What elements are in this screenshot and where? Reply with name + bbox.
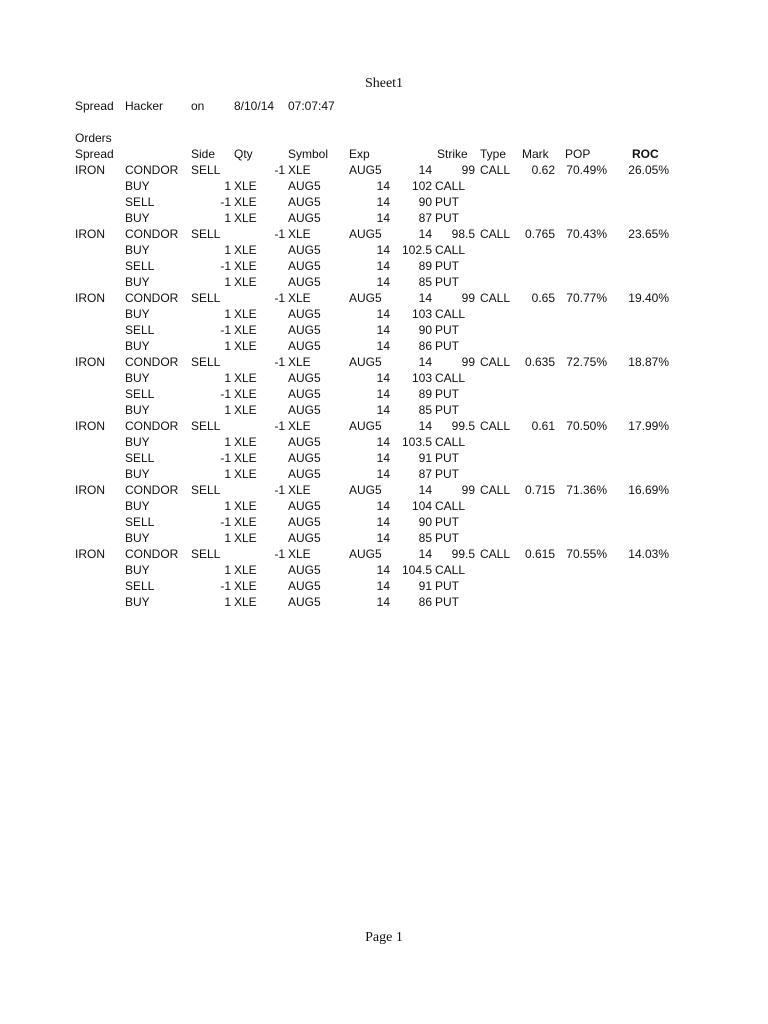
- leg-strike-cell: 89: [418, 387, 432, 401]
- col-header-type: Type: [480, 147, 507, 161]
- roc-cell: 17.99%: [628, 419, 669, 433]
- app-word-spread: Spread: [75, 99, 114, 113]
- leg-symbol-cell: XLE: [234, 259, 257, 273]
- col-header-side: Side: [191, 147, 216, 161]
- leg-qty-cell: -1: [220, 579, 231, 593]
- leg-symbol-cell: XLE: [234, 195, 257, 209]
- leg-qty-cell: 1: [224, 179, 231, 193]
- leg-side-cell: SELL: [125, 323, 155, 337]
- qty-cell: -1: [274, 227, 285, 241]
- leg-qty-cell: 1: [224, 403, 231, 417]
- leg-strike-cell: 90: [418, 195, 432, 209]
- leg-strike-cell: 104.5: [401, 563, 432, 577]
- leg-exp-cell: AUG5: [288, 275, 321, 289]
- strike-cell: 99: [461, 355, 475, 369]
- exp-cell: AUG5: [349, 419, 382, 433]
- leg-exp-day-cell: 14: [376, 515, 390, 529]
- mark-cell: 0.61: [531, 419, 555, 433]
- col-header-strike: Strike: [437, 147, 468, 161]
- side-cell: SELL: [191, 291, 221, 305]
- leg-exp-cell: AUG5: [288, 451, 321, 465]
- leg-side-cell: BUY: [125, 339, 150, 353]
- leg-exp-day-cell: 14: [376, 179, 390, 193]
- leg-exp-cell: AUG5: [288, 467, 321, 481]
- roc-cell: 23.65%: [628, 227, 669, 241]
- spread-name-cell: CONDOR: [125, 483, 179, 497]
- leg-type-cell: PUT: [435, 595, 459, 609]
- leg-type-cell: PUT: [435, 211, 459, 225]
- roc-cell: 14.03%: [628, 547, 669, 561]
- side-cell: SELL: [191, 163, 221, 177]
- exp-day-cell: 14: [418, 227, 432, 241]
- leg-strike-cell: 103.5: [401, 435, 432, 449]
- leg-side-cell: BUY: [125, 211, 150, 225]
- qty-cell: -1: [274, 163, 285, 177]
- leg-side-cell: SELL: [125, 387, 155, 401]
- leg-side-cell: BUY: [125, 563, 150, 577]
- leg-exp-cell: AUG5: [288, 211, 321, 225]
- leg-exp-day-cell: 14: [376, 323, 390, 337]
- leg-type-cell: CALL: [435, 243, 466, 257]
- leg-qty-cell: 1: [224, 307, 231, 321]
- leg-type-cell: CALL: [435, 435, 466, 449]
- leg-exp-cell: AUG5: [288, 243, 321, 257]
- spread-name-cell: CONDOR: [125, 355, 179, 369]
- strike-cell: 98.5: [451, 227, 475, 241]
- mark-cell: 0.715: [524, 483, 555, 497]
- mark-cell: 0.62: [531, 163, 555, 177]
- col-header-spread: Spread: [75, 147, 114, 161]
- col-header-pop: POP: [565, 147, 591, 161]
- leg-side-cell: BUY: [125, 531, 150, 545]
- leg-exp-cell: AUG5: [288, 531, 321, 545]
- spread-type-cell: IRON: [75, 547, 105, 561]
- leg-side-cell: BUY: [125, 435, 150, 449]
- leg-strike-cell: 86: [418, 339, 432, 353]
- leg-exp-day-cell: 14: [376, 467, 390, 481]
- leg-side-cell: BUY: [125, 307, 150, 321]
- spread-type-cell: IRON: [75, 355, 105, 369]
- type-cell: CALL: [480, 163, 511, 177]
- spread-name-cell: CONDOR: [125, 227, 179, 241]
- spread-name-cell: CONDOR: [125, 419, 179, 433]
- pop-cell: 71.36%: [566, 483, 607, 497]
- leg-qty-cell: 1: [224, 275, 231, 289]
- leg-qty-cell: -1: [220, 451, 231, 465]
- symbol-cell: XLE: [288, 291, 311, 305]
- symbol-cell: XLE: [288, 419, 311, 433]
- leg-side-cell: BUY: [125, 371, 150, 385]
- spread-type-cell: IRON: [75, 483, 105, 497]
- leg-type-cell: PUT: [435, 515, 459, 529]
- qty-cell: -1: [274, 547, 285, 561]
- leg-exp-day-cell: 14: [376, 243, 390, 257]
- leg-strike-cell: 104: [411, 499, 432, 513]
- leg-side-cell: SELL: [125, 259, 155, 273]
- leg-type-cell: PUT: [435, 259, 459, 273]
- leg-strike-cell: 85: [418, 531, 432, 545]
- leg-strike-cell: 90: [418, 323, 432, 337]
- leg-qty-cell: 1: [224, 531, 231, 545]
- leg-side-cell: SELL: [125, 451, 155, 465]
- side-cell: SELL: [191, 483, 221, 497]
- qty-cell: -1: [274, 355, 285, 369]
- leg-strike-cell: 91: [418, 579, 432, 593]
- symbol-cell: XLE: [288, 163, 311, 177]
- leg-exp-day-cell: 14: [376, 387, 390, 401]
- spread-name-cell: CONDOR: [125, 547, 179, 561]
- leg-qty-cell: 1: [224, 435, 231, 449]
- leg-symbol-cell: XLE: [234, 211, 257, 225]
- leg-type-cell: CALL: [435, 499, 466, 513]
- leg-symbol-cell: XLE: [234, 563, 257, 577]
- leg-strike-cell: 91: [418, 451, 432, 465]
- leg-exp-day-cell: 14: [376, 435, 390, 449]
- leg-strike-cell: 102.5: [401, 243, 432, 257]
- leg-side-cell: BUY: [125, 467, 150, 481]
- mark-cell: 0.65: [531, 291, 555, 305]
- leg-strike-cell: 102: [411, 179, 432, 193]
- leg-side-cell: SELL: [125, 515, 155, 529]
- leg-exp-day-cell: 14: [376, 563, 390, 577]
- leg-symbol-cell: XLE: [234, 339, 257, 353]
- exp-cell: AUG5: [349, 291, 382, 305]
- leg-exp-cell: AUG5: [288, 323, 321, 337]
- header-on: on: [191, 99, 205, 113]
- leg-qty-cell: 1: [224, 339, 231, 353]
- pop-cell: 70.77%: [566, 291, 607, 305]
- header-date: 8/10/14: [234, 99, 275, 113]
- exp-day-cell: 14: [418, 355, 432, 369]
- leg-strike-cell: 89: [418, 259, 432, 273]
- leg-qty-cell: 1: [224, 371, 231, 385]
- leg-side-cell: SELL: [125, 579, 155, 593]
- leg-exp-day-cell: 14: [376, 307, 390, 321]
- leg-symbol-cell: XLE: [234, 323, 257, 337]
- type-cell: CALL: [480, 547, 511, 561]
- leg-strike-cell: 86: [418, 595, 432, 609]
- leg-exp-cell: AUG5: [288, 259, 321, 273]
- leg-symbol-cell: XLE: [234, 371, 257, 385]
- leg-exp-cell: AUG5: [288, 307, 321, 321]
- sheet-title: Sheet1: [364, 76, 404, 91]
- leg-symbol-cell: XLE: [234, 531, 257, 545]
- leg-qty-cell: -1: [220, 195, 231, 209]
- leg-qty-cell: 1: [224, 211, 231, 225]
- pop-cell: 72.75%: [566, 355, 607, 369]
- type-cell: CALL: [480, 227, 511, 241]
- spread-type-cell: IRON: [75, 163, 105, 177]
- leg-side-cell: BUY: [125, 595, 150, 609]
- spread-type-cell: IRON: [75, 291, 105, 305]
- strike-cell: 99: [461, 483, 475, 497]
- roc-cell: 19.40%: [628, 291, 669, 305]
- leg-exp-cell: AUG5: [288, 563, 321, 577]
- header-time: 07:07:47: [288, 99, 335, 113]
- leg-type-cell: CALL: [435, 179, 466, 193]
- app-word-hacker: Hacker: [125, 99, 164, 113]
- leg-side-cell: BUY: [125, 499, 150, 513]
- type-cell: CALL: [480, 291, 511, 305]
- leg-type-cell: PUT: [435, 339, 459, 353]
- leg-exp-day-cell: 14: [376, 195, 390, 209]
- col-header-qty: Qty: [234, 147, 253, 161]
- leg-strike-cell: 103: [411, 307, 432, 321]
- pop-cell: 70.43%: [566, 227, 607, 241]
- leg-strike-cell: 87: [418, 467, 432, 481]
- spread-name-cell: CONDOR: [125, 291, 179, 305]
- leg-exp-cell: AUG5: [288, 515, 321, 529]
- leg-type-cell: PUT: [435, 387, 459, 401]
- roc-cell: 26.05%: [628, 163, 669, 177]
- exp-day-cell: 14: [418, 547, 432, 561]
- leg-exp-day-cell: 14: [376, 499, 390, 513]
- side-cell: SELL: [191, 419, 221, 433]
- exp-day-cell: 14: [418, 419, 432, 433]
- leg-exp-cell: AUG5: [288, 371, 321, 385]
- mark-cell: 0.635: [524, 355, 555, 369]
- leg-exp-day-cell: 14: [376, 259, 390, 273]
- leg-exp-cell: AUG5: [288, 579, 321, 593]
- strike-cell: 99: [461, 291, 475, 305]
- leg-type-cell: PUT: [435, 579, 459, 593]
- leg-symbol-cell: XLE: [234, 515, 257, 529]
- leg-symbol-cell: XLE: [234, 595, 257, 609]
- leg-symbol-cell: XLE: [234, 579, 257, 593]
- type-cell: CALL: [480, 483, 511, 497]
- leg-side-cell: BUY: [125, 275, 150, 289]
- leg-strike-cell: 90: [418, 515, 432, 529]
- leg-symbol-cell: XLE: [234, 243, 257, 257]
- exp-day-cell: 14: [418, 163, 432, 177]
- leg-type-cell: PUT: [435, 275, 459, 289]
- symbol-cell: XLE: [288, 227, 311, 241]
- leg-symbol-cell: XLE: [234, 467, 257, 481]
- exp-cell: AUG5: [349, 547, 382, 561]
- col-header-symbol: Symbol: [288, 147, 329, 161]
- exp-cell: AUG5: [349, 163, 382, 177]
- leg-exp-day-cell: 14: [376, 531, 390, 545]
- exp-day-cell: 14: [418, 291, 432, 305]
- leg-exp-cell: AUG5: [288, 595, 321, 609]
- leg-qty-cell: 1: [224, 595, 231, 609]
- qty-cell: -1: [274, 483, 285, 497]
- symbol-cell: XLE: [288, 483, 311, 497]
- side-cell: SELL: [191, 355, 221, 369]
- leg-strike-cell: 85: [418, 275, 432, 289]
- leg-type-cell: PUT: [435, 451, 459, 465]
- leg-side-cell: BUY: [125, 403, 150, 417]
- leg-type-cell: PUT: [435, 323, 459, 337]
- pop-cell: 70.50%: [566, 419, 607, 433]
- leg-qty-cell: 1: [224, 467, 231, 481]
- leg-symbol-cell: XLE: [234, 387, 257, 401]
- leg-qty-cell: -1: [220, 387, 231, 401]
- type-cell: CALL: [480, 355, 511, 369]
- qty-cell: -1: [274, 291, 285, 305]
- exp-cell: AUG5: [349, 227, 382, 241]
- leg-exp-day-cell: 14: [376, 595, 390, 609]
- leg-type-cell: PUT: [435, 195, 459, 209]
- type-cell: CALL: [480, 419, 511, 433]
- leg-type-cell: CALL: [435, 307, 466, 321]
- leg-exp-cell: AUG5: [288, 403, 321, 417]
- leg-qty-cell: -1: [220, 323, 231, 337]
- leg-exp-cell: AUG5: [288, 195, 321, 209]
- leg-symbol-cell: XLE: [234, 403, 257, 417]
- leg-qty-cell: 1: [224, 243, 231, 257]
- leg-type-cell: PUT: [435, 467, 459, 481]
- leg-exp-day-cell: 14: [376, 211, 390, 225]
- symbol-cell: XLE: [288, 547, 311, 561]
- strike-cell: 99: [461, 163, 475, 177]
- col-header-exp: Exp: [349, 147, 370, 161]
- mark-cell: 0.765: [524, 227, 555, 241]
- leg-symbol-cell: XLE: [234, 435, 257, 449]
- mark-cell: 0.615: [524, 547, 555, 561]
- leg-type-cell: CALL: [435, 563, 466, 577]
- leg-type-cell: CALL: [435, 371, 466, 385]
- pop-cell: 70.55%: [566, 547, 607, 561]
- roc-cell: 18.87%: [628, 355, 669, 369]
- leg-type-cell: PUT: [435, 531, 459, 545]
- leg-exp-cell: AUG5: [288, 499, 321, 513]
- leg-exp-day-cell: 14: [376, 579, 390, 593]
- leg-exp-cell: AUG5: [288, 339, 321, 353]
- leg-symbol-cell: XLE: [234, 451, 257, 465]
- leg-exp-cell: AUG5: [288, 435, 321, 449]
- symbol-cell: XLE: [288, 355, 311, 369]
- leg-side-cell: SELL: [125, 195, 155, 209]
- leg-qty-cell: -1: [220, 515, 231, 529]
- strike-cell: 99.5: [451, 419, 475, 433]
- strike-cell: 99.5: [451, 547, 475, 561]
- leg-qty-cell: 1: [224, 563, 231, 577]
- roc-cell: 16.69%: [628, 483, 669, 497]
- side-cell: SELL: [191, 227, 221, 241]
- exp-day-cell: 14: [418, 483, 432, 497]
- spread-type-cell: IRON: [75, 419, 105, 433]
- pop-cell: 70.49%: [566, 163, 607, 177]
- page-footer: Page 1: [365, 930, 403, 945]
- leg-qty-cell: -1: [220, 259, 231, 273]
- leg-strike-cell: 85: [418, 403, 432, 417]
- leg-exp-day-cell: 14: [376, 339, 390, 353]
- spread-name-cell: CONDOR: [125, 163, 179, 177]
- orders-label: Orders: [75, 131, 112, 145]
- leg-exp-day-cell: 14: [376, 451, 390, 465]
- col-header-roc: ROC: [632, 147, 659, 161]
- side-cell: SELL: [191, 547, 221, 561]
- leg-strike-cell: 87: [418, 211, 432, 225]
- leg-exp-day-cell: 14: [376, 403, 390, 417]
- leg-exp-day-cell: 14: [376, 371, 390, 385]
- leg-side-cell: BUY: [125, 243, 150, 257]
- leg-symbol-cell: XLE: [234, 307, 257, 321]
- leg-exp-cell: AUG5: [288, 387, 321, 401]
- leg-side-cell: BUY: [125, 179, 150, 193]
- leg-symbol-cell: XLE: [234, 275, 257, 289]
- exp-cell: AUG5: [349, 483, 382, 497]
- leg-symbol-cell: XLE: [234, 179, 257, 193]
- leg-strike-cell: 103: [411, 371, 432, 385]
- leg-exp-cell: AUG5: [288, 179, 321, 193]
- spread-type-cell: IRON: [75, 227, 105, 241]
- leg-symbol-cell: XLE: [234, 499, 257, 513]
- exp-cell: AUG5: [349, 355, 382, 369]
- leg-exp-day-cell: 14: [376, 275, 390, 289]
- leg-type-cell: PUT: [435, 403, 459, 417]
- leg-qty-cell: 1: [224, 499, 231, 513]
- qty-cell: -1: [274, 419, 285, 433]
- col-header-mark: Mark: [522, 147, 549, 161]
